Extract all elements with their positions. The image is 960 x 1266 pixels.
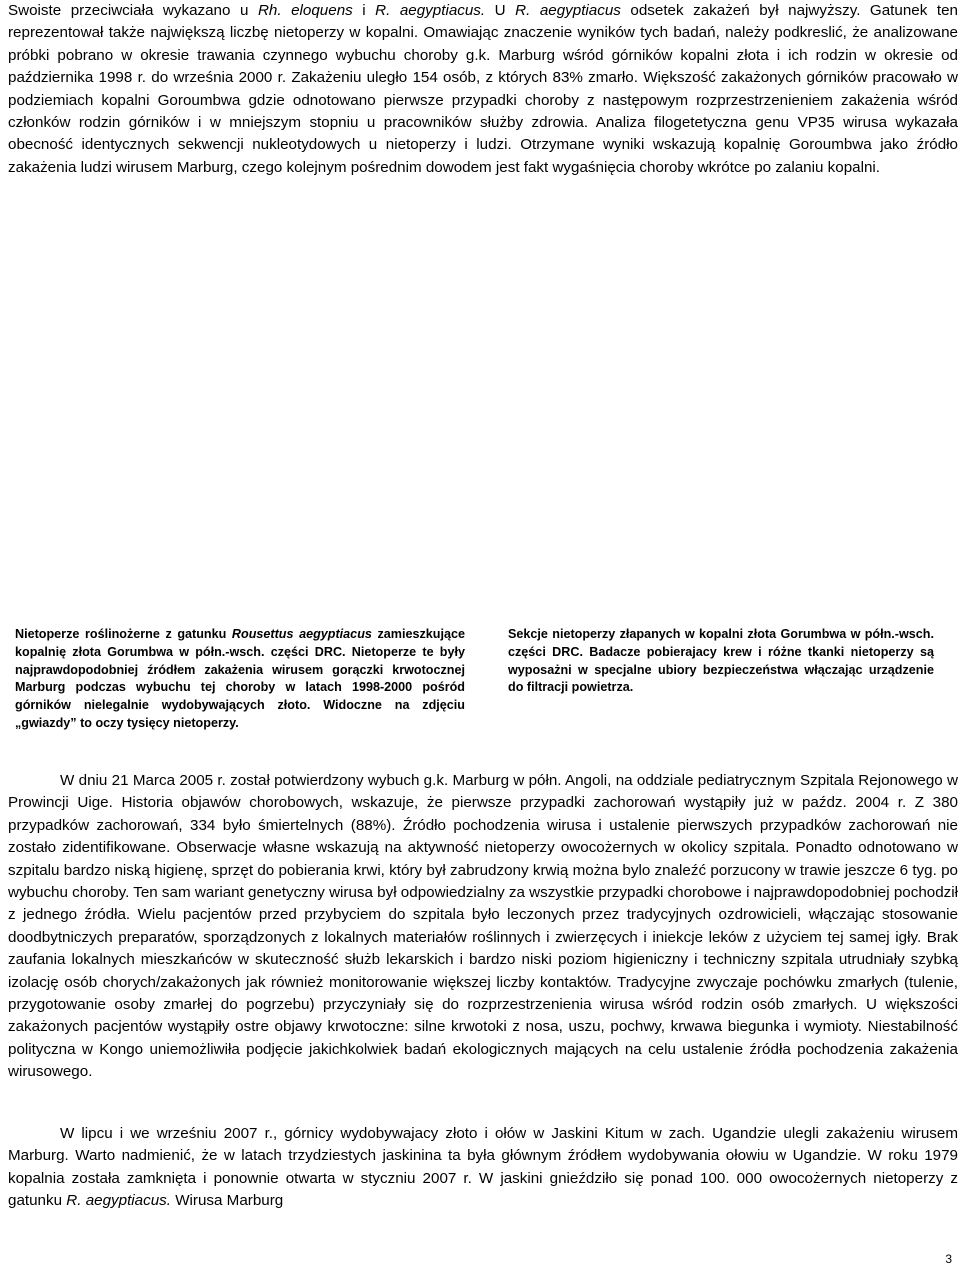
species-name: Rousettus aegyptiacus: [231, 627, 372, 641]
p1-text-3: U: [485, 2, 516, 19]
caption-left-text-2: zamieszkujące kopalnię złota Gorumbwa w półn.-wsch. części DRC. Nietoperze te były najprawdopodobniej źródłem zakażenia wirusem gorączki krwotocznej Marburg podczas wybuchu tej choroby w latach 1998-2000 pośród górników nielegalnie wydobywających złoto. Widoczne na zdjęciu „gwiazdy” to oczy tysięcy nietoperzy.: [15, 627, 465, 730]
caption-bat-colony: [15, 626, 465, 733]
body-paragraph-1: [8, 0, 958, 179]
p3-text-1: W lipcu i we wrześniu 2007 r., górnicy wydobywajacy złoto i ołów w Jaskini Kitum w zach. Ugandzie ulegli zakażeniu wirusem Marburg. Warto nadmienić, że w latach trzydziestych jaskinina ta była głównym źródłem wydobywania ołowiu w Ugandzie. W roku 1979 kopalnia została zamknięta i ponownie otwarta w styczniu 2007 r. W jaskini gnieździło się ponad 100. 000 owocożernych nietoperzy z gatunku: [8, 1125, 958, 1210]
caption-bat-dissection: Sekcje nietoperzy złapanych w kopalni złota Gorumbwa w półn.-wsch. części DRC. Badacze pobierajacy krew i różne tkanki nietoperzy są wyposażni w specjalne ubiory bezpieczeństwa włączając urządzenie do filtracji powietrza.: [508, 627, 934, 695]
species-name: R. aegyptiacus.: [66, 1192, 171, 1210]
caption-left-text-1: Nietoperze roślinożerne z gatunku: [15, 627, 232, 641]
p1-text-1: Swoiste przeciwciała wykazano u: [8, 2, 258, 19]
species-name: R. aegyptiacus: [515, 2, 621, 19]
p1-text-2: i: [352, 2, 376, 19]
body-paragraph-3: [8, 1123, 958, 1213]
body-paragraph-2: W dniu 21 Marca 2005 r. został potwierdzony wybuch g.k. Marburg w półn. Angoli, na oddziale pediatrycznym Szpitala Rejonowego w Prowincji Uige. Historia objawów chorobowych, wskazuje, że pierwsze przypadki zachorowań wystąpiły już w paźdz. 2004 r. Z 380 przypadków zachorowań, 334 było śmiertelnych (88%). Źródło pochodzenia wirusa i ustalenie pierwszych przypadków zachorowań nie zostało zidentifikowane. Obserwacje własne wskazują na aktywność nietoperzy owocożernych w okolicy szpitala. Ponadto odnotowano w szpitalu bardzo niską higienę, sprzęt do pobierania krwi, który był zabrudzony krwią można bylo znaleźć porzucony w trawie jeszcze 6 tyg. po wybuchu choroby. Ten sam wariant genetyczny wirusa był odpowiedzialny za wszystkie przypadki chorobowe i najprawdopodobniej pochodził z jednego źródła. Wielu pacjentów przed przybyciem do szpitala było leczonych przez tradycyjnych ozdrowicieli, włączając stosowanie doodbytniczych preparatów, sporządzonych z lokalnych materiałów roślinnych i zwierzęcych i iniekcje leków z użyciem tej samej igły. Brak zaufania lokalnych mieszkańców w skuteczność służb lekarskich i bardzo niski poziom higieniczny i techniczny szpitala utrudniały szybką izolację osób chorych/zakażonych jak również monitorowanie większej liczby kontaktów. Tradycyjne zwyczaje pochówku zmarłych (tulenie, przygotowanie osoby zmarłej do pogrzebu) przyczyniały się do rozprzestrzenienia wirusa wśród rodzin osób zmarłych. U większości zakażonych pacjentów wystąpiły ostre objawy krwotoczne: silne krwotoki z nosa, uszu, pochwy, krwawa biegunka i wymioty. Niestabilność polityczna w Kongo uniemożliwiła podjęcie jakichkolwiek badań ekologicznych mających na celu ustalenie źródła pochodzenia zakażenia wirusowego.: [8, 772, 959, 1081]
page-number: 3: [945, 1252, 952, 1266]
p3-text-2: Wirusa Marburg: [170, 1192, 284, 1210]
species-name: R. aegyptiacus.: [375, 2, 486, 19]
species-name: Rh. eloquens: [257, 2, 353, 19]
p1-text-4: odsetek zakażeń był najwyższy. Gatunek ten reprezentował także największą liczbę nietoperzy w kopalni. Omawiając znaczenie wyników tych badań, należy podkreslić, że analizowane próbki pobrano w okresie trawania czynnego wybuchu choroby g.k. Marburg wśród górników kopalni złota i ich rodzin w okresie od października 1998 r. do września 2000 r. Zakażeniu uległo 154 osób, z których 83% zmarło. Większość zakażonych górników pracowało w podziemiach kopalni Goroumbwa gdzie odnotowano pierwsze przypadki choroby z następowym rozprzestrzenieniem zakażenia wśród członków rodzin górników i w mniejszym stopniu u pracowników służby zdrowia. Analiza filogetetyczna genu VP35 wirusa wykazała obecność identycznych sekwencji nukleotydowych u nietoperzy i ludzi. Otrzymane wyniki wskazują kopalnię Goroumbwa jako źródło zakażenia ludzi wirusem Marburg, czego kolejnym pośrednim dowodem jest fakt wygaśnięcia choroby wkrótce po zalaniu kopalni.: [8, 2, 958, 176]
